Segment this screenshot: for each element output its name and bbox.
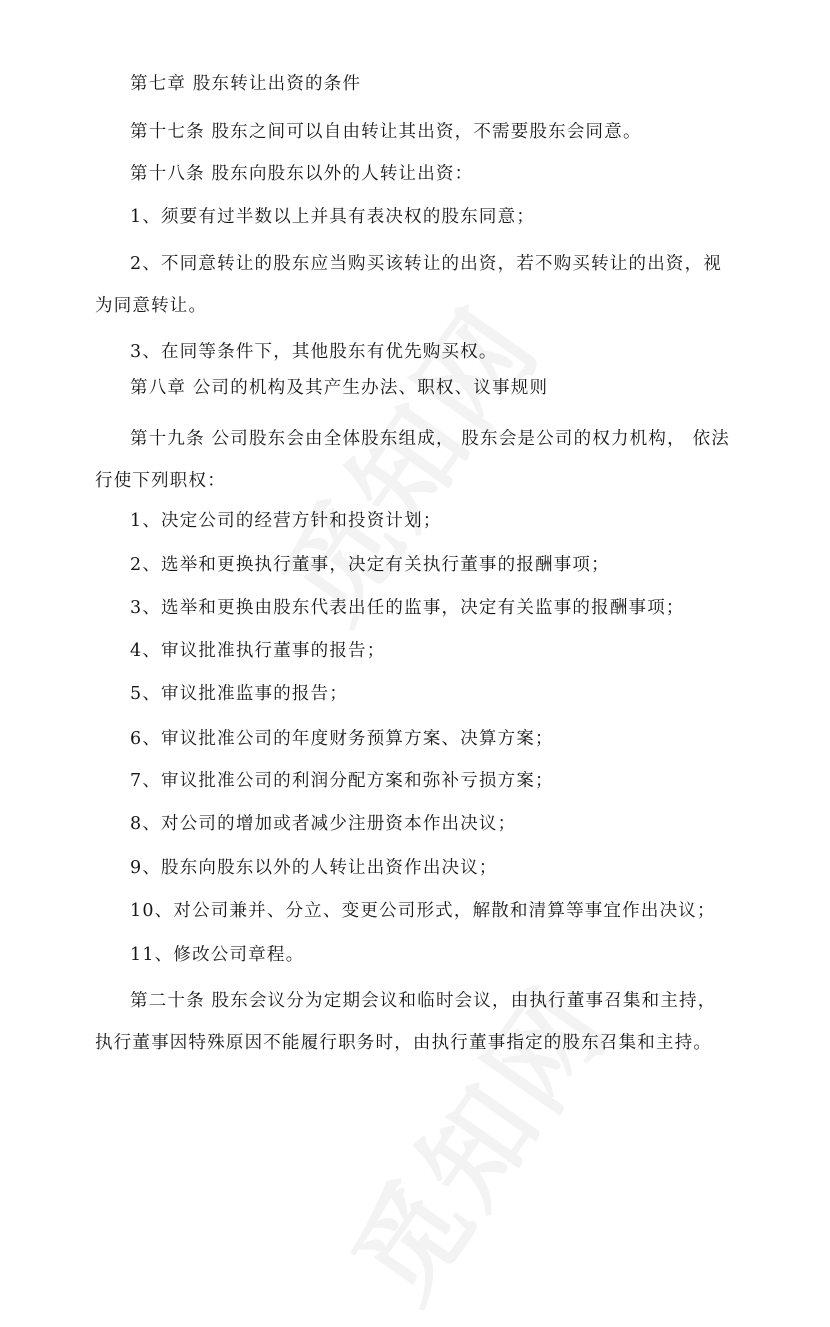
article-20-cont: 执行董事因特殊原因不能履行职务时，由执行董事指定的股东召集和主持。: [95, 1033, 713, 1053]
watermark: [239, 271, 568, 647]
article-18-item-2-cont: 为同意转让。: [95, 296, 208, 316]
article-17: 第十七条 股东之间可以自由转让其出资，不需要股东会同意。: [130, 122, 642, 142]
article-19-item-1: 1、决定公司的经营方针和投资计划；: [130, 511, 442, 531]
watermark-text-lower: [329, 965, 633, 1323]
article-19-item-5: 5、审议批准监事的报告；: [130, 684, 349, 704]
article-19-cont: 行使下列职权：: [95, 471, 226, 491]
article-19-item-2: 2、选举和更换执行董事，决定有关执行董事的报酬事项；: [130, 555, 610, 575]
chapter-8-heading: 第八章 公司的机构及其产生办法、职权、议事规则: [130, 378, 549, 398]
article-19-item-6: 6、审议批准公司的年度财务预算方案、决算方案；: [130, 729, 554, 749]
article-19-item-11: 11、修改公司章程。: [130, 945, 305, 965]
article-19-item-4: 4、审议批准执行董事的报告；: [130, 641, 386, 661]
article-19-item-8: 8、对公司的增加或者减少注册资本作出决议；: [130, 814, 517, 834]
article-20: 第二十条 股东会议分为定期会议和临时会议，由执行董事召集和主持，: [130, 991, 717, 1011]
chapter-7-heading: 第七章 股东转让出资的条件: [130, 74, 362, 94]
article-19: 第十九条 公司股东会由全体股东组成， 股东会是公司的权力机构， 依法: [130, 429, 730, 449]
article-18-item-3: 3、在同等条件下，其他股东有优先购买权。: [130, 342, 498, 362]
article-18: 第十八条 股东向股东以外的人转让出资：: [130, 164, 474, 184]
article-19-item-9: 9、股东向股东以外的人转让出资作出决议；: [130, 858, 498, 878]
article-19-item-10: 10、对公司兼并、分立、变更公司形式，解散和清算等事宜作出决议；: [130, 901, 716, 921]
article-18-item-1: 1、须要有过半数以上并具有表决权的股东同意；: [130, 207, 536, 227]
watermark-text: [259, 285, 563, 643]
article-18-item-2: 2、不同意转让的股东应当购买该转让的出资，若不购买转让的出资，视: [130, 254, 723, 274]
article-19-item-7: 7、审议批准公司的利润分配方案和弥补亏损方案；: [130, 771, 554, 791]
article-19-item-3: 3、选举和更换由股东代表出任的监事，决定有关监事的报酬事项；: [130, 598, 685, 618]
